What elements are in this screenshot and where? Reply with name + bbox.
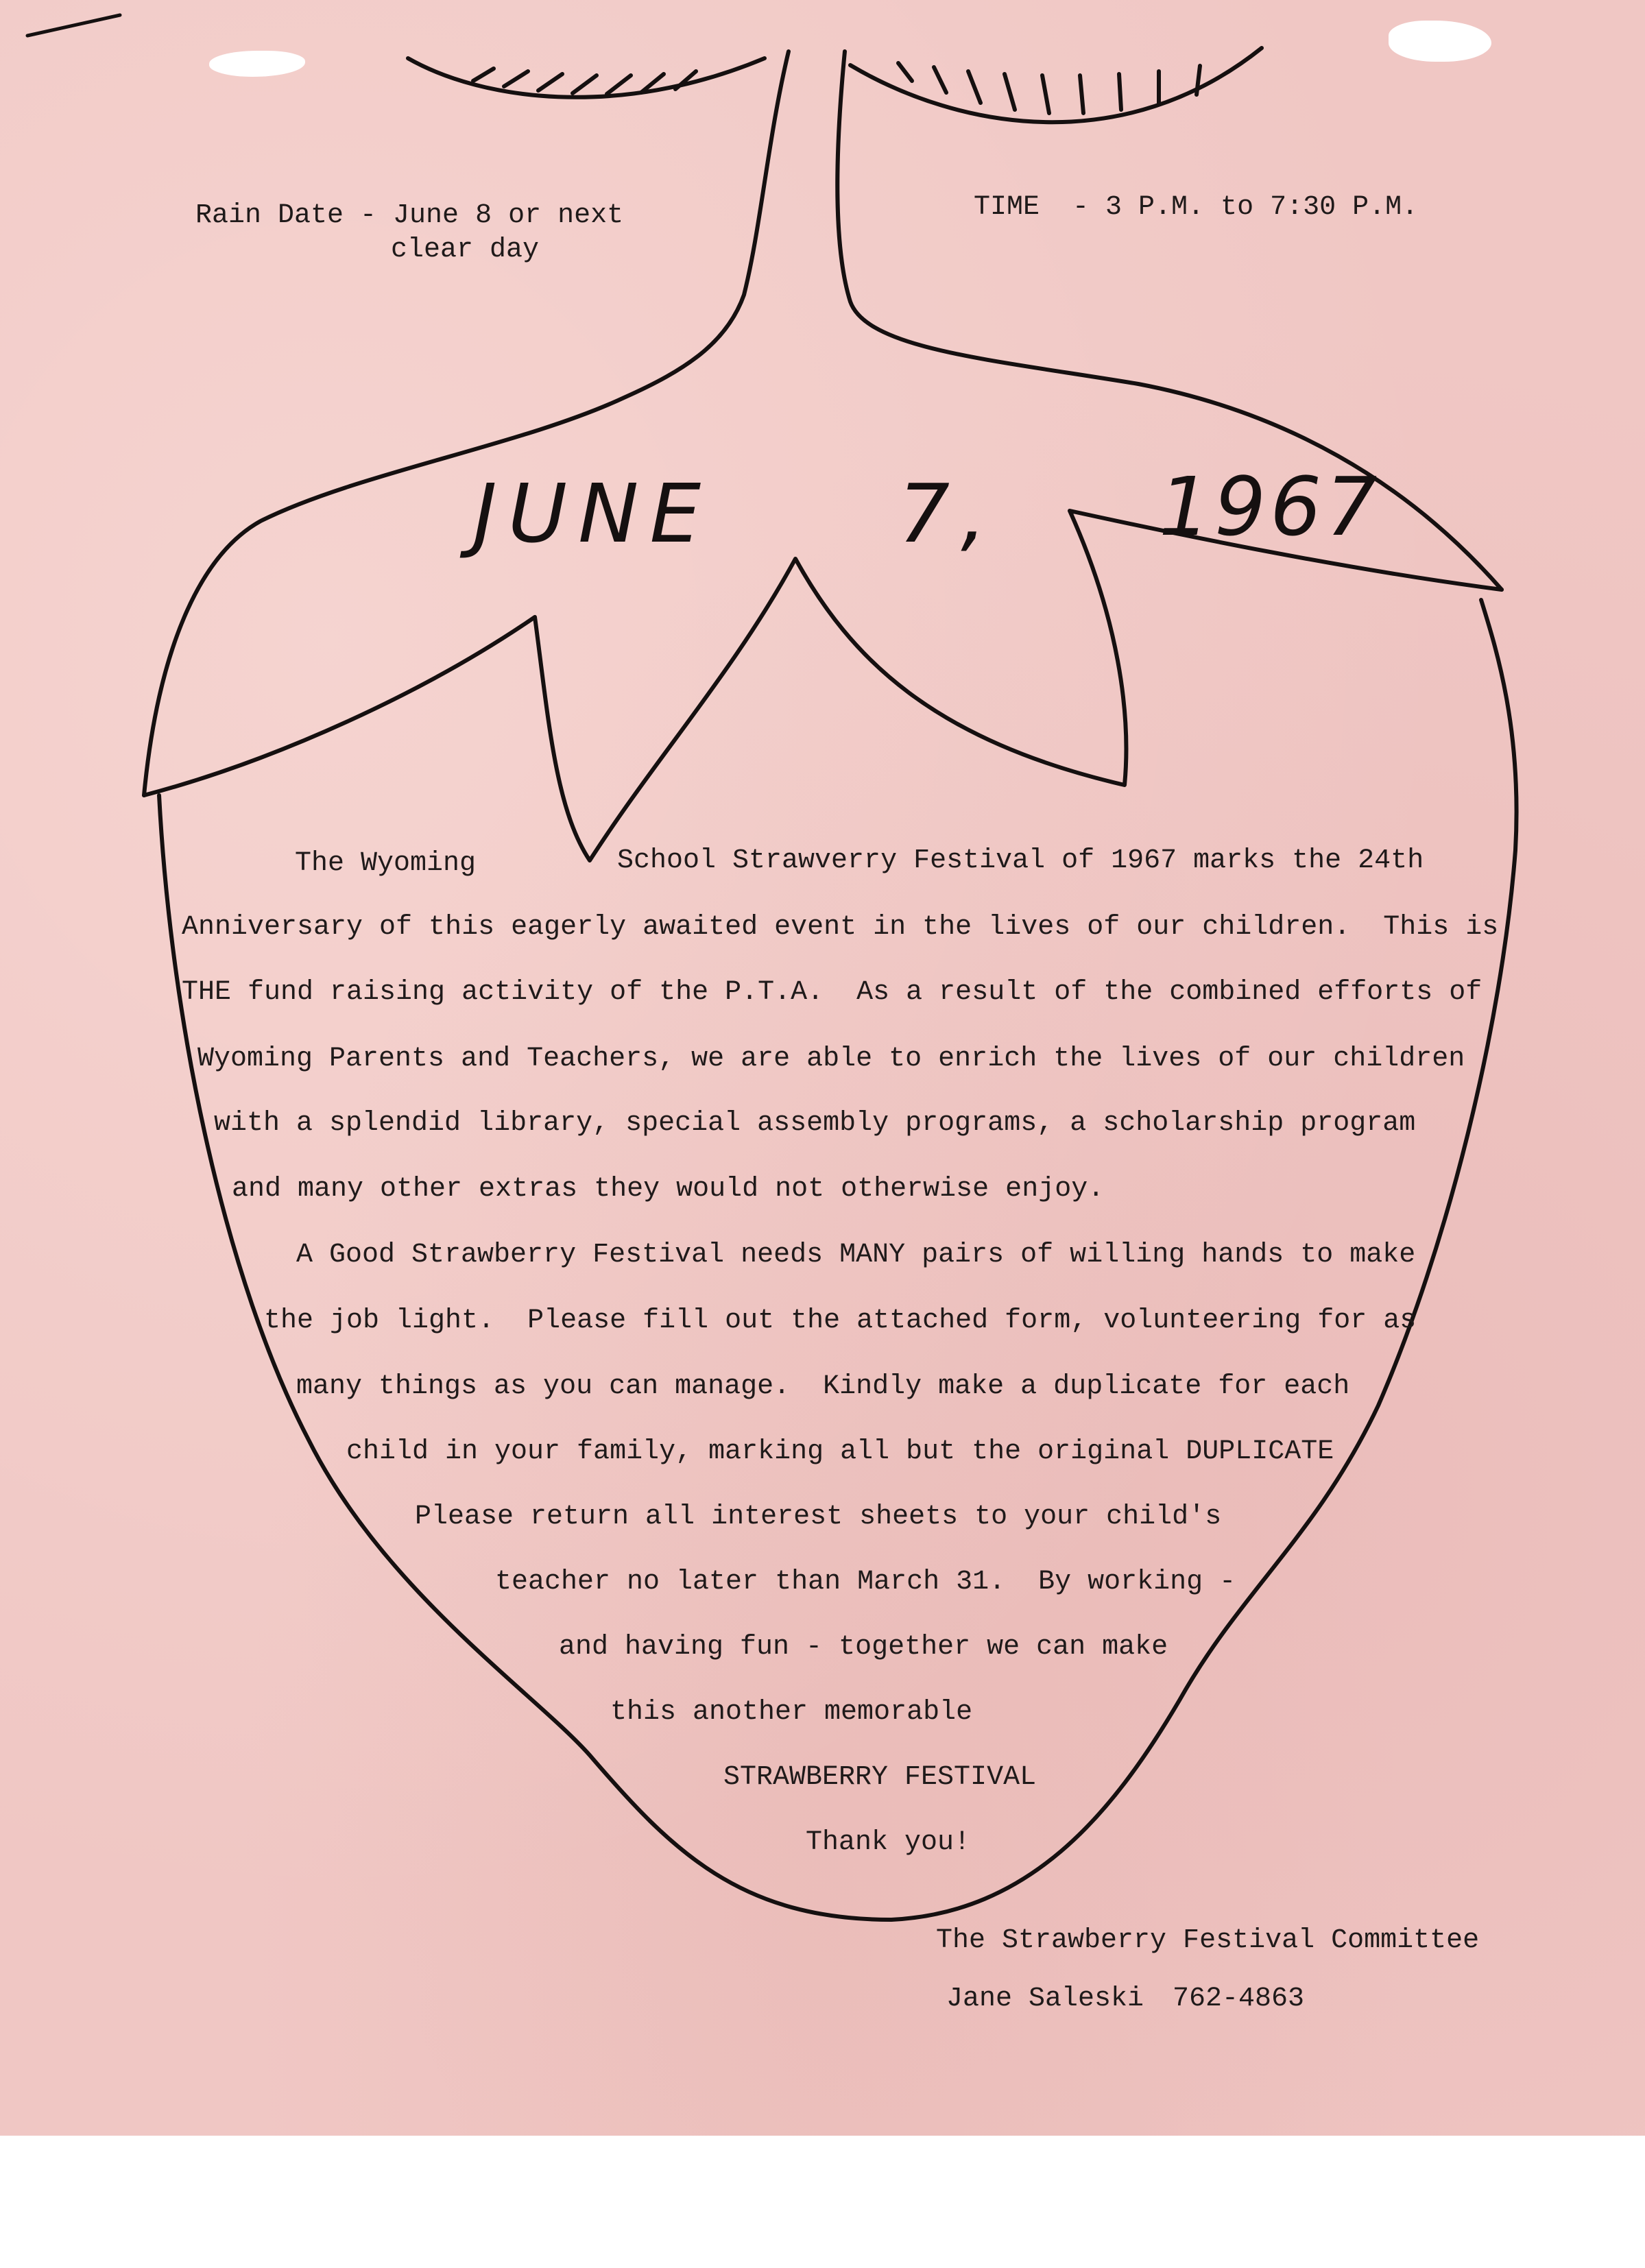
hair-outline-right <box>850 48 1262 122</box>
body-line-14: this another memorable <box>610 1697 973 1728</box>
body-line-12: teacher no later than March 31. By working - <box>495 1567 1236 1597</box>
body-line-8: the job light. Please fill out the attached form, volunteering for as <box>264 1305 1417 1336</box>
body-line-9: many things as you can manage. Kindly make a duplicate for each <box>296 1371 1350 1402</box>
body-line-1a: The Wyoming <box>295 848 477 879</box>
body-line-7: A Good Strawberry Festival needs MANY pairs of willing hands to make <box>296 1240 1416 1270</box>
body-line-5: with a splendid library, special assembly programs, a scholarship program <box>214 1108 1416 1139</box>
body-line-4: Wyoming Parents and Teachers, we are able to enrich the lives of our children <box>197 1043 1465 1074</box>
body-line-1b: School Strawverry Festival of 1967 marks the 24th <box>617 845 1424 876</box>
body-line-3: THE fund raising activity of the P.T.A. As a result of the combined efforts of <box>182 977 1482 1008</box>
strawberry-stem <box>144 51 789 795</box>
date-day: 7, <box>898 466 998 561</box>
event-time: TIME - 3 P.M. to 7:30 P.M. <box>974 192 1419 223</box>
strawberry-leaves <box>144 511 1502 860</box>
body-line-2: Anniversary of this eagerly awaited event in the lives of our children. This is <box>182 912 1499 943</box>
contact-name: Jane Saleski <box>946 1983 1144 2014</box>
committee-signature: The Strawberry Festival Committee <box>936 1925 1480 1956</box>
pen-mark <box>27 15 120 36</box>
body-line-6: and many other extras they would not otherwise enjoy. <box>232 1174 1105 1205</box>
date-year: 1967 <box>1159 459 1382 554</box>
rain-date-line-1: Rain Date - June 8 or next <box>195 200 624 231</box>
body-line-16: Thank you! <box>806 1827 971 1858</box>
rain-date-line-2: clear day <box>391 234 540 265</box>
body-line-15: STRAWBERRY FESTIVAL <box>723 1762 1037 1793</box>
body-line-13: and having fun - together we can make <box>559 1632 1168 1663</box>
hair-outline-left <box>408 58 765 97</box>
contact-phone: 762-4863 <box>1173 1983 1305 2014</box>
date-month: JUNE <box>473 466 712 561</box>
body-line-11: Please return all interest sheets to your child's <box>415 1501 1222 1532</box>
body-line-10: child in your family, marking all but the original DUPLICATE <box>346 1436 1334 1467</box>
